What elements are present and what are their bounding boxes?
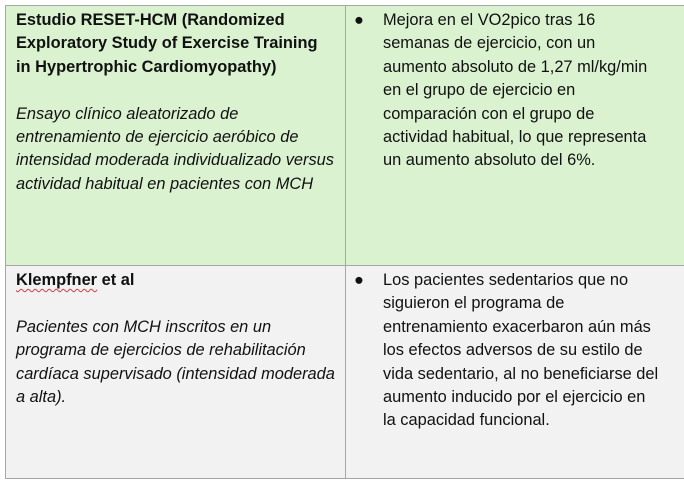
finding-cell <box>346 266 684 479</box>
study-cell <box>6 6 346 266</box>
studies-table <box>5 5 684 479</box>
study-description: Pacientes con MCH inscritos en un programa de ejercicios de rehabilitación cardíaca supervisado (intensidad moderada a alta). <box>16 317 335 407</box>
finding-text: Mejora en el VO2pico tras 16 semanas de ejercicio, con un aumento absoluto de 1,27 ml/kg/min en el grupo de ejercicio en comparación con el grupo de actividad habitual, lo que representa un aumento absoluto del 6%. <box>383 11 648 170</box>
finding-text: Los pacientes sedentarios que no siguieron el programa de entrenamiento exacerbaron aún más los efectos adversos de su estilo de vida sedentario, al no beneficiarse del aumento inducido por el ejercicio en la capacidad funcional. <box>383 271 659 430</box>
study-cell <box>6 266 346 479</box>
table-row <box>6 266 684 479</box>
spellcheck-flagged-word: Klempfner <box>16 271 98 289</box>
study-title-suffix: et al <box>97 271 135 289</box>
study-description: Ensayo clínico aleatorizado de entrenamiento de ejercicio aeróbico de intensidad moderada individualizado versus actividad habitual en pacientes con MCH <box>16 104 334 193</box>
study-title <box>16 269 335 292</box>
finding-cell <box>346 6 684 266</box>
bullet-icon: ● <box>354 271 364 289</box>
study-title: Estudio RESET-HCM (Randomized Exploratory Study of Exercise Training in Hypertrophic Cardiomyopathy) <box>16 11 318 76</box>
bullet-icon: ● <box>354 11 364 29</box>
table-row <box>6 6 684 266</box>
